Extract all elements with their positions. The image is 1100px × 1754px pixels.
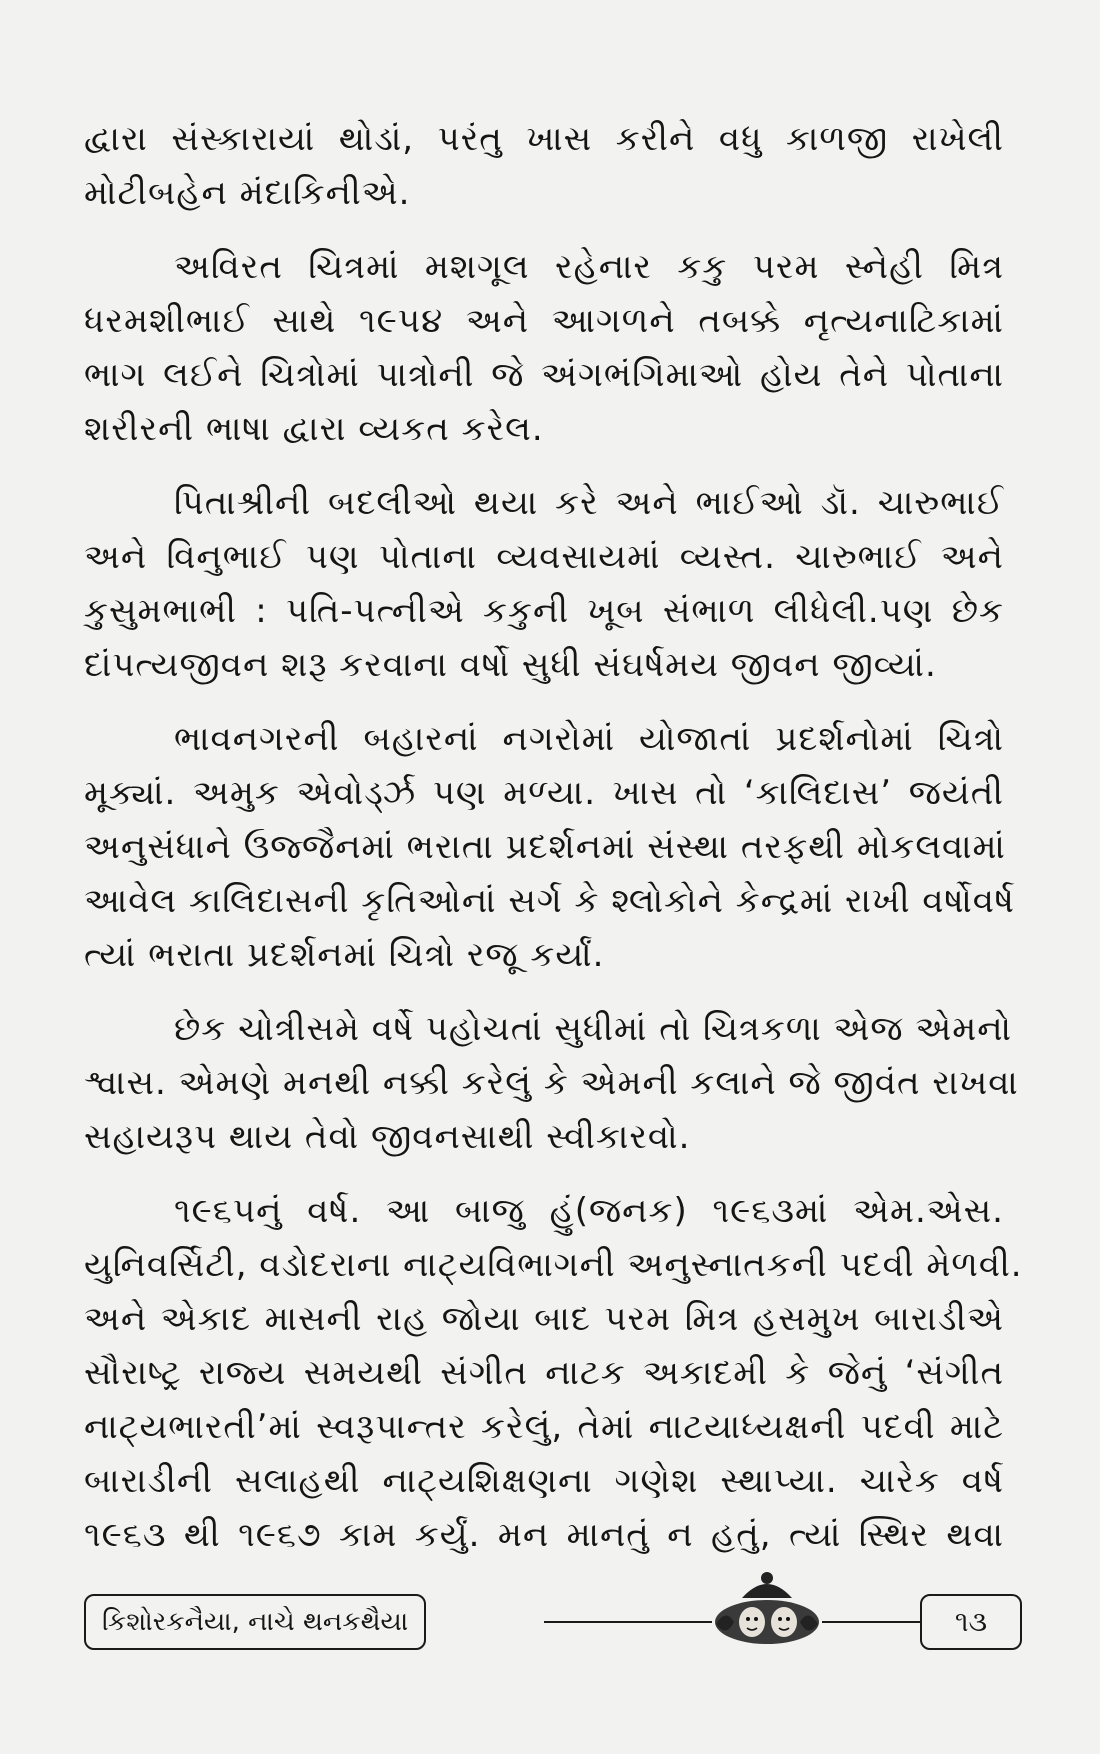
page-footer	[84, 1594, 1020, 1654]
text-line: અનુસંધાને ઉજ્જૈનમાં ભરાતા પ્રદર્શનમાં સંસ્થા તરફથી મોકલવામાં	[84, 827, 1006, 867]
text-line: અવિરત ચિત્રમાં મશગૂલ રહેનાર કકુ પરમ સ્નેહી મિત્ર	[174, 247, 1004, 287]
krishna-ornament-icon	[712, 1568, 822, 1658]
text-line: ૧૯૬૫નું વર્ષ. આ બાજુ હું(જનક) ૧૯૬૩માં એમ.એસ.	[174, 1191, 1004, 1231]
paragraph-2	[84, 240, 1004, 456]
text-line: બારાડીની સલાહથી નાટ્યશિક્ષણના ગણેશ સ્થાપ્યા. ચારેક વર્ષ	[84, 1461, 1004, 1501]
text-line: યુનિવર્સિટી, વડોદરાના નાટ્યવિભાગની અનુસ્નાતકની પદવી મેળવી.	[84, 1245, 1023, 1285]
text-line: અને વિનુભાઈ પણ પોતાના વ્યવસાયમાં વ્યસ્ત. ચારુભાઈ અને	[84, 537, 1004, 577]
text-line: ત્યાં ભરાતા પ્રદર્શનમાં ચિત્રો રજૂ કર્યાં.	[84, 935, 605, 975]
text-line: સહાયરૂપ થાય તેવો જીવનસાથી સ્વીકારવો.	[84, 1117, 691, 1157]
text-line: મૂક્યાં. અમુક એવોર્ડ્ઝ પણ મળ્યા. ખાસ તો ‘કાલિદાસ’ જયંતી	[84, 773, 1004, 813]
page-number: ૧૩	[920, 1594, 1022, 1650]
text-line: પિતાશ્રીની બદલીઓ થયા કરે અને ભાઈઓ ડૉ. ચારુભાઈ	[174, 483, 1004, 523]
text-line: અને એકાદ માસની રાહ જોયા બાદ પરમ મિત્ર હસમુખ બારાડીએ	[84, 1299, 1004, 1339]
paragraph-3	[84, 476, 1004, 692]
page-body	[84, 112, 1023, 1582]
text-line: છેક ચોત્રીસમે વર્ષે પહોચતાં સુધીમાં તો ચિત્રકળા એજ એમનો	[174, 1009, 1013, 1049]
paragraph-5	[84, 1002, 1019, 1164]
text-line: મોટીબહેન મંદાકિનીએ.	[84, 173, 411, 213]
paragraph-6	[84, 1184, 1023, 1562]
text-line: નાટ્યભારતી’માં સ્વરૂપાન્તર કરેલું, તેમાં નાટયાધ્યક્ષની પદવી માટે	[84, 1407, 1004, 1447]
text-line: સૌરાષ્ટ્ર રાજ્ય સમયથી સંગીત નાટક અકાદમી કે જેનું ‘સંગીત	[84, 1353, 1004, 1393]
text-line: શ્વાસ. એમણે મનથી નક્કી કરેલું કે એમની કલાને જે જીવંત રાખવા	[84, 1063, 1019, 1103]
paragraph-4	[84, 712, 1015, 982]
text-line: કુસુમભાભી : પતિ-પત્નીએ કકુની ખૂબ સંભાળ લીધેલી.પણ છેક	[84, 591, 1004, 631]
text-line: શરીરની ભાષા દ્વારા વ્યકત કરેલ.	[84, 409, 544, 449]
paragraph-1	[84, 112, 1004, 220]
text-line: દાંપત્યજીવન શરૂ કરવાના વર્ષો સુધી સંઘર્ષમય જીવન જીવ્યાં.	[84, 645, 937, 685]
footer-rule	[822, 1621, 932, 1623]
footer-rule	[544, 1621, 712, 1623]
text-line: ધરમશીભાઈ સાથે ૧૯૫૪ અને આગળને તબક્કે નૃત્યનાટિકામાં	[84, 301, 1004, 341]
text-line: ભાવનગરની બહારનાં નગરોમાં યોજાતાં પ્રદર્શનોમાં ચિત્રો	[174, 719, 1004, 759]
text-line: ભાગ લઈને ચિત્રોમાં પાત્રોની જે અંગભંગિમાઓ હોય તેને પોતાના	[84, 355, 1004, 395]
text-line: ૧૯૬૩ થી ૧૯૬૭ કામ કર્યું. મન માનતું ન હતું, ત્યાં સ્થિર થવા	[84, 1515, 1004, 1555]
text-line: આવેલ કાલિદાસની કૃતિઓનાં સર્ગ કે શ્લોકોને કેન્દ્રમાં રાખી વર્ષોવર્ષ	[84, 881, 1015, 921]
book-title: કિશોરકનૈયા, નાચે થનકથૈયા	[84, 1594, 426, 1650]
text-line: દ્વારા સંસ્કારાયાં થોડાં, પરંતુ ખાસ કરીને વધુ કાળજી રાખેલી	[84, 119, 1004, 159]
